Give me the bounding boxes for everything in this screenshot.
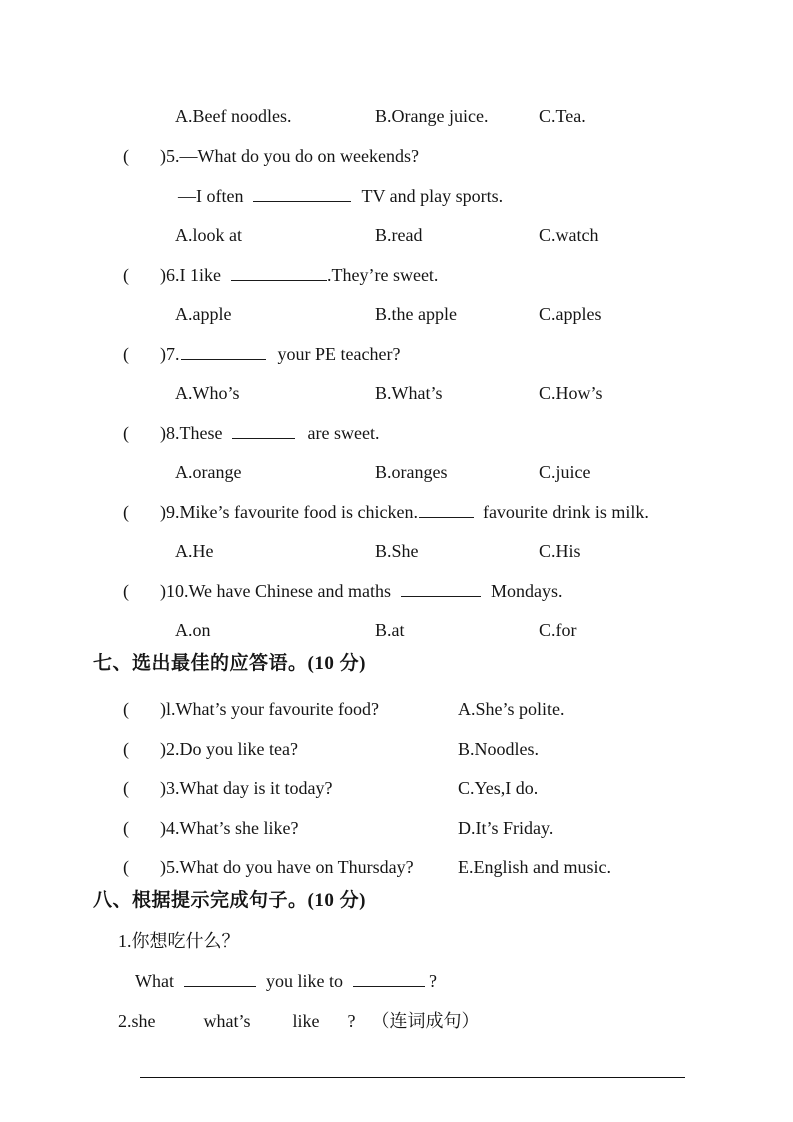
match-row-4	[0, 816, 793, 842]
q5-prompt-row	[0, 144, 793, 170]
answer-paren: (	[123, 739, 129, 759]
sec8-q1-pre: What	[135, 971, 174, 991]
sec8-q2-row	[0, 1009, 793, 1035]
q9-row	[0, 500, 793, 526]
sec8-q1-answer-row	[0, 969, 793, 995]
q6-option-c: C.apples	[539, 304, 602, 324]
sec8-q1-mid: you like to	[265, 971, 343, 991]
q7-label: )7.	[160, 344, 180, 364]
q6-label: )6.	[160, 265, 180, 285]
answer-blank	[184, 970, 256, 987]
q5-prompt	[160, 144, 419, 168]
answer-blank	[401, 580, 481, 597]
section7-header-row	[0, 652, 793, 678]
q9-option-b: B.She	[375, 541, 419, 561]
q4-options-row	[0, 104, 793, 130]
q10-option-a: A.on	[175, 620, 211, 640]
answer-blank	[419, 501, 474, 518]
q9-options-row	[0, 539, 793, 565]
answer-paren: (	[123, 778, 129, 798]
q5-options-row	[0, 223, 793, 249]
q7-sentence	[160, 342, 400, 366]
q10-label: )10.	[160, 581, 189, 601]
match-label-4: )4.	[160, 818, 180, 838]
q10-options-row	[0, 618, 793, 644]
match-row-2	[0, 737, 793, 763]
q8-row	[0, 421, 793, 447]
section8-title: 八、根据提示完成句子。(10 分)	[93, 890, 366, 911]
q6-option-a: A.apple	[175, 304, 232, 324]
q5-label: )5.	[160, 146, 180, 166]
answer-blank	[232, 422, 295, 439]
match-answer-5: E.English and music.	[458, 857, 611, 877]
match-label-3: )3.	[160, 778, 180, 798]
q6-option-b: B.the apple	[375, 304, 457, 324]
answer-writing-line	[140, 1077, 685, 1078]
match-answer-3: C.Yes,I do.	[458, 778, 539, 798]
answer-paren: (	[123, 857, 129, 877]
q5-answer-row	[0, 184, 793, 210]
q5-option-c: C.watch	[539, 225, 599, 245]
q6-sentence	[160, 263, 438, 287]
sec8-q2-word-3: like	[292, 1011, 320, 1031]
q9-sentence	[160, 500, 649, 524]
q6-row	[0, 263, 793, 289]
sec8-q2-word-1: 2.she	[118, 1011, 156, 1031]
match-question-text-5: What do you have on Thursday?	[179, 857, 414, 877]
q9-option-a: A.He	[175, 541, 214, 561]
answer-paren: (	[123, 502, 129, 522]
match-label-2: )2.	[160, 739, 180, 759]
match-question-text-1: What’s your favourite food?	[175, 699, 379, 719]
match-row-5	[0, 855, 793, 881]
sec8-q2-word-2: what’s	[203, 1011, 251, 1031]
answer-blank	[181, 343, 266, 360]
q8-label: )8.	[160, 423, 180, 443]
match-answer-2: B.Noodles.	[458, 739, 539, 759]
match-row-3	[0, 776, 793, 802]
q7-option-c: C.How’s	[539, 383, 603, 403]
match-label-1: )l.	[160, 699, 176, 719]
section8-header-row	[0, 889, 793, 915]
match-answer-1: A.She’s polite.	[458, 699, 565, 719]
sec8-q1-sentence	[135, 969, 437, 993]
answer-blank	[353, 970, 425, 987]
q7-options-row	[0, 381, 793, 407]
q7-option-b: B.What’s	[375, 383, 443, 403]
q7-option-a: A.Who’s	[175, 383, 240, 403]
sec8-q2-word-4: ?	[347, 1011, 356, 1031]
q5-answer-sentence	[178, 184, 503, 208]
q5-option-a: A.look at	[175, 225, 242, 245]
answer-paren: (	[123, 423, 129, 443]
match-question-1	[160, 697, 379, 721]
q5-prompt-text: —What do you do on weekends?	[179, 146, 419, 166]
sec8-q2-word-5: （连词成句）	[371, 1011, 480, 1031]
sec8-q1-hint: 1.你想吃什么？	[118, 931, 240, 951]
q10-sentence	[160, 579, 563, 603]
answer-blank	[231, 264, 327, 281]
match-question-text-2: Do you like tea?	[179, 739, 298, 759]
q10-pre: We have Chinese and maths	[188, 581, 391, 601]
q8-option-a: A.orange	[175, 462, 242, 482]
q8-option-b: B.oranges	[375, 462, 448, 482]
match-question-text-3: What day is it today?	[179, 778, 333, 798]
section7-title: 七、选出最佳的应答语。(10 分)	[93, 653, 366, 674]
q8-pre: These	[179, 423, 223, 443]
q8-post: are sweet.	[307, 423, 380, 443]
answer-paren: (	[123, 818, 129, 838]
q10-option-b: B.at	[375, 620, 405, 640]
q5-option-b: B.read	[375, 225, 423, 245]
answer-blank	[253, 185, 351, 202]
q6-options-row	[0, 302, 793, 328]
q9-pre: Mike’s favourite food is chicken.	[179, 502, 418, 522]
match-question-3	[160, 776, 332, 800]
q8-options-row	[0, 460, 793, 486]
q8-sentence	[160, 421, 379, 445]
match-question-2	[160, 737, 298, 761]
answer-paren: (	[123, 265, 129, 285]
match-row-1	[0, 697, 793, 723]
answer-paren: (	[123, 699, 129, 719]
match-question-text-4: What’s she like?	[179, 818, 299, 838]
sec8-q1-end: ?	[428, 971, 437, 991]
q7-post: your PE teacher?	[277, 344, 401, 364]
q4-option-b: B.Orange juice.	[375, 106, 489, 126]
q7-row	[0, 342, 793, 368]
q6-pre: I 1ike	[179, 265, 221, 285]
q9-label: )9.	[160, 502, 180, 522]
q6-post: .They’re sweet.	[326, 265, 439, 285]
sec8-q1-hint-row	[0, 929, 793, 955]
q8-option-c: C.juice	[539, 462, 591, 482]
answer-paren: (	[123, 344, 129, 364]
answer-paren: (	[123, 146, 129, 166]
q10-row	[0, 579, 793, 605]
q5-answer-pre: —I often	[178, 186, 244, 206]
match-label-5: )5.	[160, 857, 180, 877]
q5-answer-post: TV and play sports.	[361, 186, 504, 206]
q9-post: favourite drink is milk.	[482, 502, 649, 522]
answer-paren: (	[123, 581, 129, 601]
q10-post: Mondays.	[491, 581, 563, 601]
q4-option-c: C.Tea.	[539, 106, 586, 126]
q9-option-c: C.His	[539, 541, 581, 561]
match-question-5	[160, 855, 414, 879]
q4-option-a: A.Beef noodles.	[175, 106, 292, 126]
sec8-q2-words	[118, 1009, 480, 1033]
match-answer-4: D.It’s Friday.	[458, 818, 554, 838]
q10-option-c: C.for	[539, 620, 577, 640]
match-question-4	[160, 816, 298, 840]
